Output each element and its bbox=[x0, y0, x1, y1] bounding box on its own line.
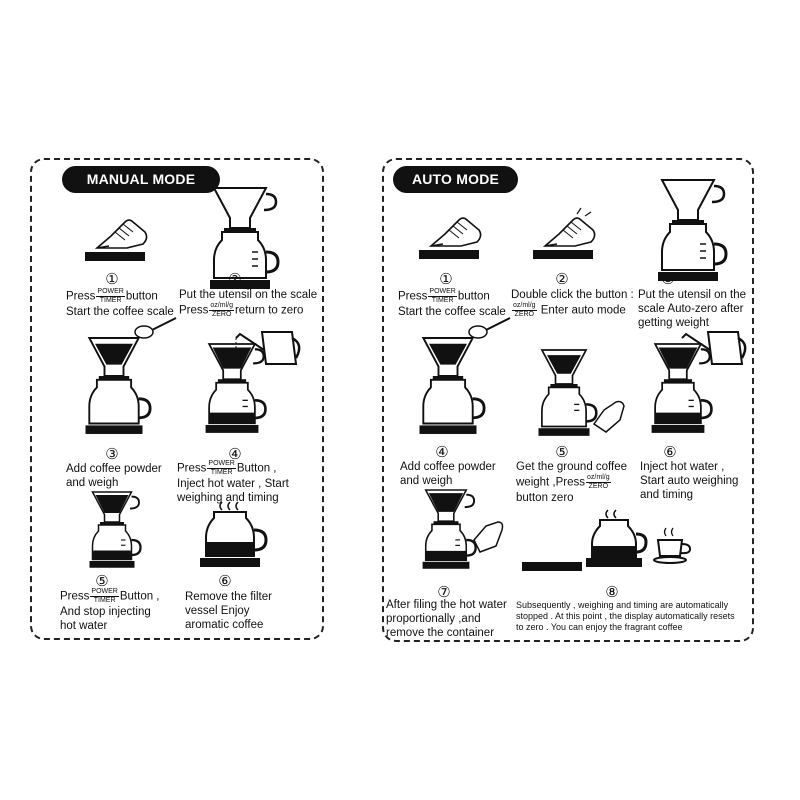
manual-step-4-caption: Press $\frac{\text{POWER}}{\text{TIMER}}$ Button , Inject hot water , Start weighing and timing bbox=[177, 460, 289, 504]
auto-step-7-caption: After filing the hot water proportionally ,and remove the container bbox=[386, 599, 507, 639]
auto-step-6-caption: Inject hot water , Start auto weighing and timing bbox=[640, 461, 739, 501]
manual-step-1-caption: Press $\frac{\text{POWER}}{\text{TIMER}}$ button Start the coffee scale bbox=[66, 288, 174, 318]
dripper-server-icon bbox=[648, 180, 728, 284]
steam-icon bbox=[606, 510, 616, 518]
auto-step-5-number: ⑤ bbox=[555, 444, 569, 461]
auto-step-4-number: ④ bbox=[435, 444, 449, 461]
pour-kettle-icon bbox=[638, 328, 748, 440]
remove-container-icon bbox=[406, 488, 506, 578]
manual-step-1-number: ① bbox=[105, 271, 119, 288]
auto-mode-panel bbox=[382, 158, 754, 642]
double-click-hand-icon bbox=[528, 216, 598, 266]
auto-step-5-caption: Get the ground coffee weight ,Press $\frac{oz/ml/g}{\text{ZERO}}$ button zero bbox=[516, 461, 628, 504]
pour-kettle-icon bbox=[192, 328, 302, 440]
manual-step-4-number: ④ bbox=[228, 446, 242, 463]
auto-step-2-caption: Double click the button : $\frac{oz/ml/g}{\text{ZERO}}$ Enter auto mode bbox=[511, 289, 634, 318]
manual-step-5-number: ⑤ bbox=[95, 573, 109, 590]
auto-step-4-caption: Add coffee powder and weigh bbox=[400, 461, 496, 487]
dripper-server-full-icon bbox=[72, 490, 162, 570]
coffee-spoon-icon bbox=[135, 318, 176, 338]
auto-step-1-caption: Press $\frac{\text{POWER}}{\text{TIMER}}$ button Start the coffee scale bbox=[398, 288, 506, 318]
server-steam-icon bbox=[190, 500, 270, 570]
manual-step-3-number: ③ bbox=[105, 446, 119, 463]
auto-mode-title: AUTO MODE bbox=[393, 166, 518, 193]
auto-step-8-number: ⑧ bbox=[605, 584, 619, 601]
auto-step-1-number: ① bbox=[439, 271, 453, 288]
manual-step-6-caption: Remove the filter vessel Enjoy aromatic coffee bbox=[185, 591, 272, 631]
auto-step-6-number: ⑥ bbox=[663, 444, 677, 461]
auto-step-3-caption: Put the utensil on the scale Auto-zero after getting weight bbox=[638, 289, 747, 329]
enjoy-coffee-icon bbox=[522, 510, 692, 580]
auto-step-7-number: ⑦ bbox=[437, 584, 451, 601]
press-hand-icon bbox=[80, 218, 150, 268]
press-hand-icon bbox=[414, 216, 484, 266]
manual-step-3-caption: Add coffee powder and weigh bbox=[66, 463, 162, 489]
auto-step-8-caption: Subsequently , weighing and timing are automatically stopped . At this point , the display automatically resets to zero . You can enjoy the fragrant coffee bbox=[516, 600, 735, 632]
steam-icon bbox=[220, 502, 238, 510]
manual-step-5-caption: Press $\frac{\text{POWER}}{\text{TIMER}}$ Button , And stop injecting hot water bbox=[60, 588, 160, 632]
manual-step-2-caption: Put the utensil on the scale Press $\frac{oz/ml/g}{\text{ZERO}}$ return to zero bbox=[179, 289, 318, 318]
auto-step-3-number: ③ bbox=[661, 271, 675, 288]
dripper-zero-hand-icon bbox=[524, 350, 634, 440]
cup-icon bbox=[654, 528, 690, 563]
auto-step-2-number: ② bbox=[555, 271, 569, 288]
coffee-spoon-icon bbox=[469, 318, 510, 338]
manual-step-6-number: ⑥ bbox=[218, 573, 232, 590]
manual-step-2-number: ② bbox=[228, 271, 242, 288]
dripper-spoon-icon bbox=[74, 340, 192, 440]
manual-mode-panel bbox=[30, 158, 324, 640]
dripper-spoon-icon bbox=[408, 340, 526, 440]
manual-mode-title: MANUAL MODE bbox=[62, 166, 220, 193]
